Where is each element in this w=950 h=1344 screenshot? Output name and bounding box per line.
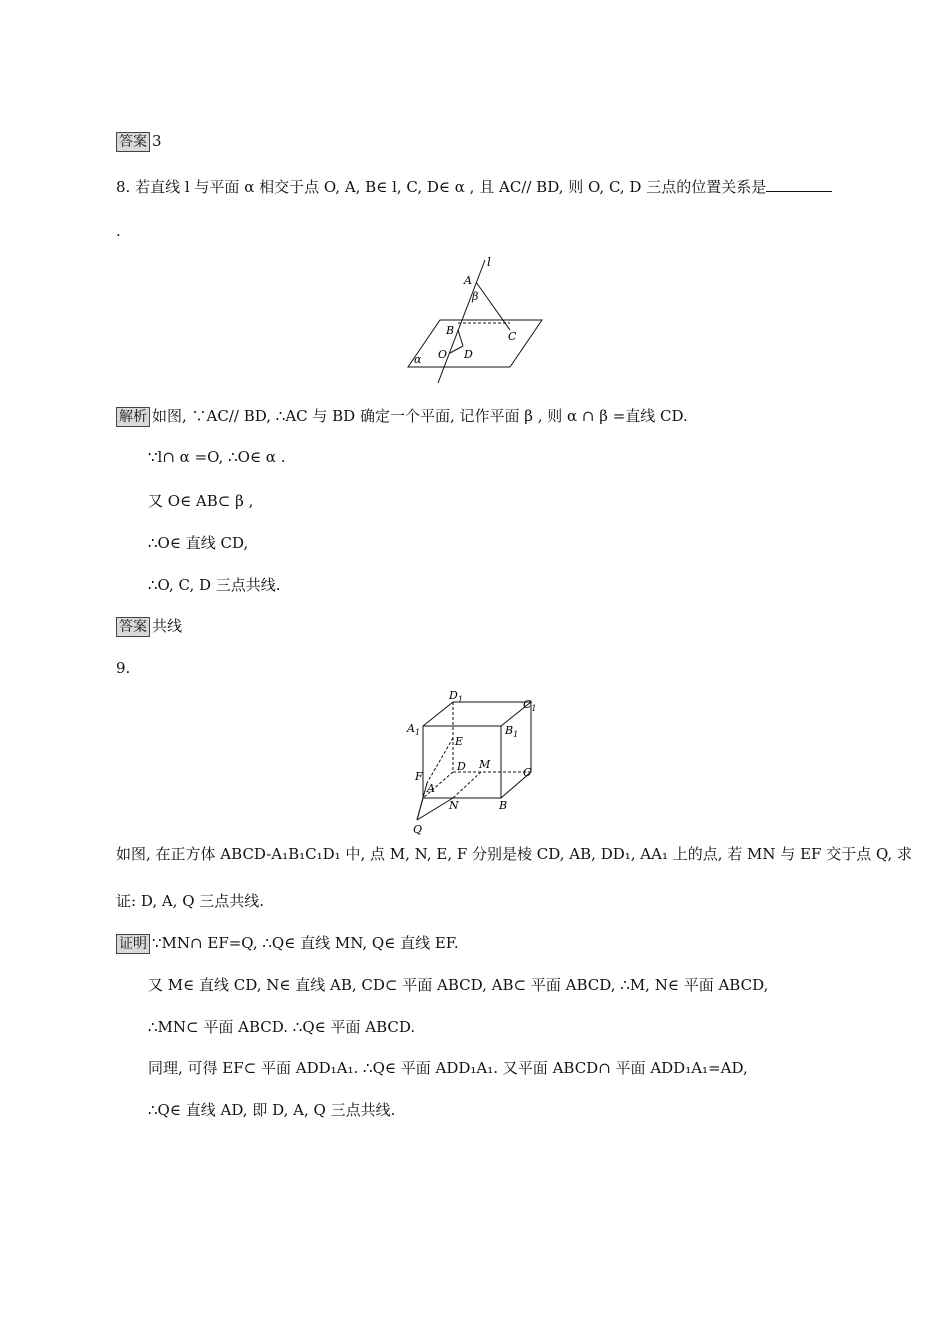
label-D: D bbox=[464, 348, 473, 361]
analysis-line-2: ∵l∩ α =O, ∴O∈ α . bbox=[148, 448, 286, 466]
label-B1: $B_1$ bbox=[505, 724, 519, 739]
label-C: C bbox=[523, 766, 532, 779]
top-face bbox=[423, 702, 531, 726]
label-N: N bbox=[449, 799, 459, 812]
figure-plane-line bbox=[400, 250, 550, 385]
question-8 bbox=[116, 176, 832, 197]
segment-BD bbox=[458, 330, 463, 346]
label-alpha: α bbox=[414, 353, 422, 366]
proof-text: ∵MN∩ EF=Q, ∴Q∈ 直线 MN, Q∈ 直线 EF. bbox=[152, 934, 459, 952]
segment-MN bbox=[453, 772, 481, 798]
question-9-text-1: 如图, 在正方体 ABCD-A₁B₁C₁D₁ 中, 点 M, N, E, F 分别是棱 CD, AB, DD₁, AA₁ 上的点, 若 MN 与 EF 交于点 Q, 求 bbox=[116, 845, 913, 863]
label-B: B bbox=[446, 324, 455, 337]
analysis-text: 如图, ∵AC// BD, ∴AC 与 BD 确定一个平面, 记作平面 β , 则 α ∩ β =直线 CD. bbox=[152, 407, 688, 425]
proof-line-4: 同理, 可得 EF⊂ 平面 ADD₁A₁. ∴Q∈ 平面 ADD₁A₁. 又平面 ABCD∩ 平面 ADD₁A₁=AD, bbox=[148, 1059, 748, 1077]
label-B: B bbox=[499, 799, 508, 812]
analysis-line-1 bbox=[116, 405, 688, 427]
line-l bbox=[438, 260, 485, 383]
proof-line-2: 又 M∈ 直线 CD, N∈ 直线 AB, CD⊂ 平面 ABCD, AB⊂ 平面 ABCD, ∴M, N∈ 平面 ABCD, bbox=[148, 976, 769, 994]
segment-EF bbox=[427, 738, 453, 783]
right-face bbox=[501, 702, 531, 798]
label-C1: $C_1$ bbox=[523, 698, 537, 713]
proof-tag: 证明 bbox=[116, 934, 150, 954]
answer-line-8 bbox=[116, 615, 182, 637]
question-8-period: . bbox=[116, 222, 121, 240]
question-9-text-2: 证: D, A, Q 三点共线. bbox=[116, 892, 265, 910]
label-E: E bbox=[455, 735, 464, 748]
analysis-tag: 解析 bbox=[116, 407, 150, 427]
proof-line-1 bbox=[116, 932, 459, 954]
answer-value: 3 bbox=[152, 132, 162, 150]
answer-value: 共线 bbox=[152, 617, 183, 635]
label-D: D bbox=[457, 760, 466, 773]
label-A: A bbox=[427, 782, 435, 795]
answer-line bbox=[116, 132, 162, 152]
label-A1: $A_1$ bbox=[407, 722, 421, 737]
question-text: 若直线 l 与平面 α 相交于点 O, A, B∈ l, C, D∈ α , 且 AC// BD, 则 O, C, D 三点的位置关系是 bbox=[135, 178, 767, 196]
analysis-line-4: ∴O∈ 直线 CD, bbox=[148, 534, 249, 552]
answer-blank bbox=[766, 177, 832, 192]
label-M: M bbox=[479, 758, 491, 771]
question-9-number: 9. bbox=[116, 659, 131, 677]
proof-line-5: ∴Q∈ 直线 AD, 即 D, A, Q 三点共线. bbox=[148, 1101, 396, 1119]
label-l: l bbox=[487, 255, 491, 269]
question-number: 8. bbox=[116, 178, 131, 196]
label-beta: β bbox=[472, 290, 479, 303]
label-F: F bbox=[415, 770, 423, 783]
label-O: O bbox=[438, 348, 448, 361]
answer-tag: 答案 bbox=[116, 617, 150, 637]
label-A: A bbox=[464, 274, 472, 287]
plane-alpha bbox=[408, 320, 542, 367]
answer-tag: 答案 bbox=[116, 132, 150, 152]
analysis-line-3: 又 O∈ AB⊂ β , bbox=[148, 492, 254, 510]
analysis-line-5: ∴O, C, D 三点共线. bbox=[148, 576, 281, 594]
proof-line-3: ∴MN⊂ 平面 ABCD. ∴Q∈ 平面 ABCD. bbox=[148, 1018, 416, 1036]
figure-cube bbox=[405, 688, 555, 838]
label-C: C bbox=[508, 330, 517, 343]
label-D1: $D_1$ bbox=[449, 689, 463, 704]
label-Q: Q bbox=[413, 823, 423, 836]
